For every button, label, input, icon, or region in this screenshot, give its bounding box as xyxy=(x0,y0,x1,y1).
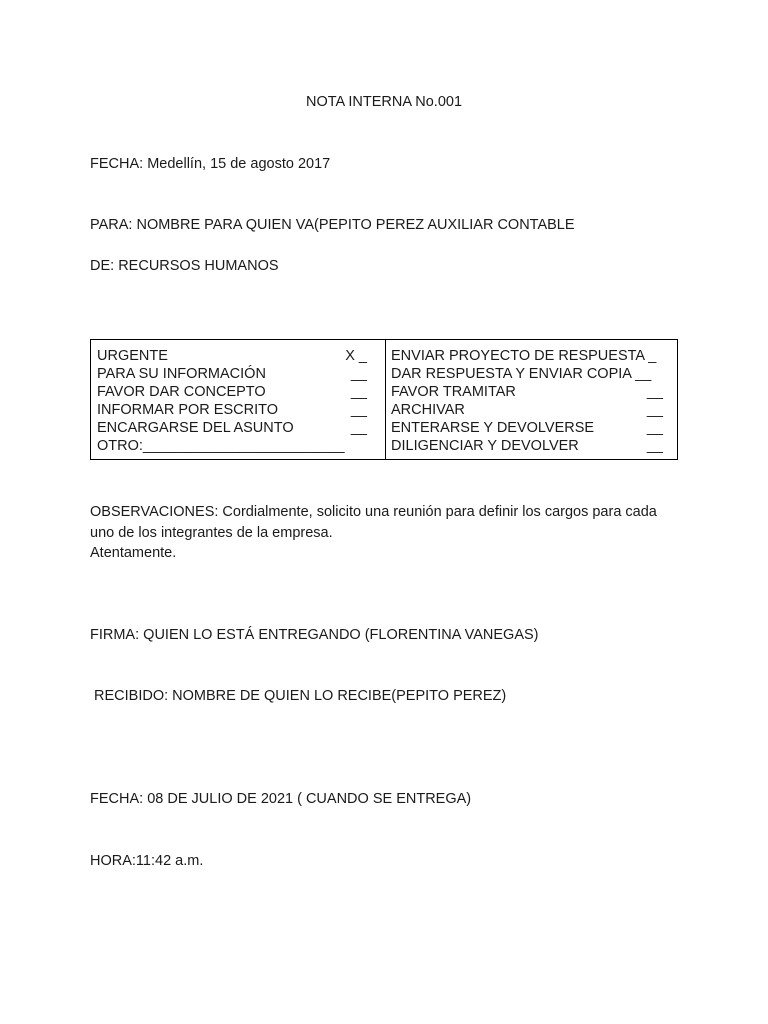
routing-option-label: PARA SU INFORMACIÓN xyxy=(97,366,266,382)
routing-option xyxy=(391,365,673,383)
routing-option-mark: __ xyxy=(646,420,663,436)
routing-option xyxy=(391,437,673,455)
routing-option-mark: __ xyxy=(350,402,367,418)
routing-option-label: DAR RESPUESTA Y ENVIAR COPIA __ xyxy=(391,366,652,382)
routing-option-label: FAVOR TRAMITAR xyxy=(391,384,516,400)
routing-option-label: FAVOR DAR CONCEPTO xyxy=(97,384,266,400)
routing-option xyxy=(97,347,379,365)
routing-right-column xyxy=(391,347,673,455)
routing-option-label: OTRO:_________________________ xyxy=(97,438,345,454)
routing-option-label: ENCARGARSE DEL ASUNTO xyxy=(97,420,294,436)
routing-option-label: DILIGENCIAR Y DEVOLVER xyxy=(391,438,579,454)
routing-box-divider xyxy=(385,340,386,459)
received-line: RECIBIDO: NOMBRE DE QUIEN LO RECIBE(PEPITO PEREZ) xyxy=(94,688,507,704)
routing-option xyxy=(97,401,379,419)
date-line: FECHA: Medellín, 15 de agosto 2017 xyxy=(90,156,331,172)
routing-option-mark: __ xyxy=(350,384,367,400)
routing-option xyxy=(97,365,379,383)
document-title: NOTA INTERNA No.001 xyxy=(305,94,463,110)
routing-option xyxy=(391,383,673,401)
routing-option-label: ENTERARSE Y DEVOLVERSE xyxy=(391,420,595,436)
routing-option xyxy=(97,383,379,401)
routing-left-column xyxy=(97,347,379,455)
time-line: HORA:11:42 a.m. xyxy=(90,853,204,869)
routing-option-mark: X _ xyxy=(345,348,367,364)
routing-option-label: URGENTE xyxy=(97,348,168,364)
routing-option xyxy=(391,419,673,437)
routing-option-label: ARCHIVAR xyxy=(391,402,465,418)
routing-box xyxy=(90,339,678,460)
recipient-line: PARA: NOMBRE PARA QUIEN VA(PEPITO PEREZ AUXILIAR CONTABLE xyxy=(90,217,575,233)
routing-option-mark: __ xyxy=(646,402,663,418)
routing-option xyxy=(391,401,673,419)
signature-line: FIRMA: QUIEN LO ESTÁ ENTREGANDO (FLORENTINA VANEGAS) xyxy=(90,627,539,643)
routing-option-label: INFORMAR POR ESCRITO xyxy=(97,402,278,418)
routing-option-mark: __ xyxy=(646,438,663,454)
sender-line: DE: RECURSOS HUMANOS xyxy=(90,258,279,274)
routing-option xyxy=(391,347,673,365)
closing-line: Atentamente. xyxy=(90,545,177,561)
delivery-date-line: FECHA: 08 DE JULIO DE 2021 ( CUANDO SE ENTREGA) xyxy=(90,791,472,807)
routing-option-mark: __ xyxy=(646,384,663,400)
routing-option-label: ENVIAR PROYECTO DE RESPUESTA _ xyxy=(391,348,657,364)
routing-option xyxy=(97,419,379,437)
routing-option-mark: __ xyxy=(350,366,367,382)
observations-paragraph: OBSERVACIONES: Cordialmente, solicito una reunión para definir los cargos para cada uno de los integrantes de la empresa. xyxy=(90,504,657,541)
routing-option xyxy=(97,437,379,455)
routing-option-mark: __ xyxy=(350,420,367,436)
